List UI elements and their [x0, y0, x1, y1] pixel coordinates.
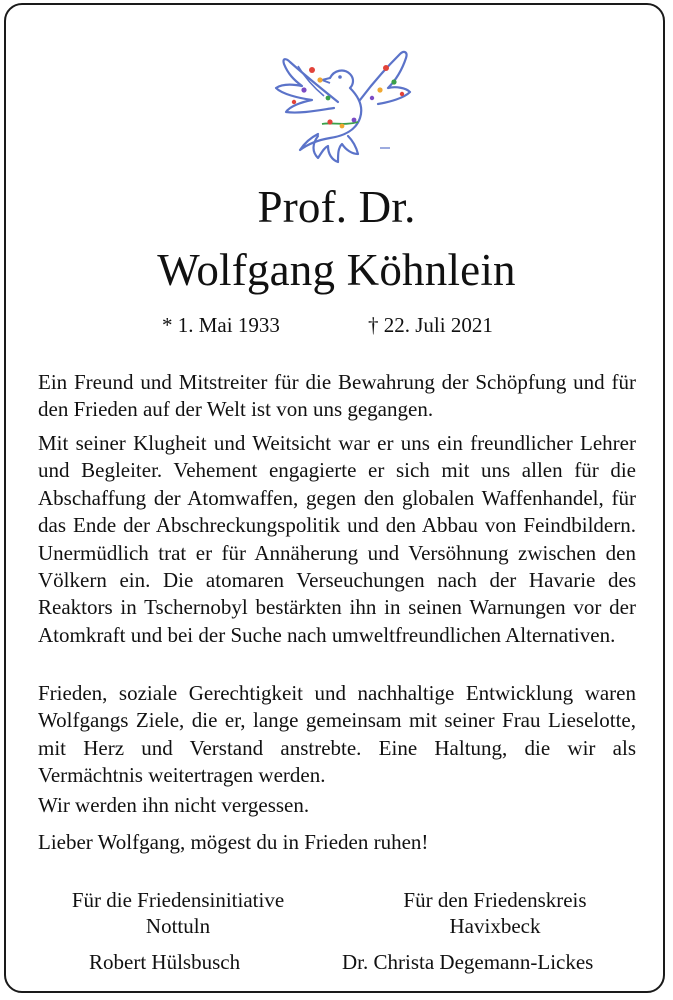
org-line: Für den Friedenskreis: [403, 888, 587, 912]
org-line: Für die Friedensinitiative: [71, 888, 285, 912]
org-place: Havixbeck: [449, 914, 541, 938]
birth-date: * 1. Mai 1933: [162, 313, 280, 337]
paragraph-legacy: Mit seiner Klugheit und Weitsicht war er uns ein freundlicher Lehrer und Begleiter. Vehement engagierte er sich mit uns allen für die Abschaffung der Atomwaffen, gegen den globalen Waffenhandel, für das Ende der Abschreckungspolitik und den Abbau von Feindbildern. Unermüdlich trat er für Annäherung und Versöhnung zwischen den Völkern ein. Die atomaren Verseuchungen nach der Havarie des Reaktors in Tschernobyl bestärkten ihn in seinen Warnungen vor der Atomkraft und bei der Suche nach umweltfreundlichen Alternativen.: [38, 431, 636, 647]
signatory-org-right: [345, 887, 645, 939]
paragraph-remember: Wir werden ihn nicht vergessen.: [38, 793, 310, 817]
signatory-name-right: Dr. Christa Degemann-Lickes: [342, 950, 594, 974]
title-name: Wolfgang Köhnlein: [157, 245, 516, 295]
signatory-name-left: Robert Hülsbusch: [89, 950, 241, 974]
death-date: † 22. Juli 2021: [368, 313, 493, 337]
signatory-org-left: [28, 887, 328, 939]
paragraph-goals: Frieden, soziale Gerechtigkeit und nachhaltige Entwicklung waren Wolfgangs Ziele, die er, lange gemeinsam mit seiner Frau Lieselotte, mit Herz und Verstand anstrebte. Eine Haltung, die wir als Vermächtnis weitertragen werden.: [38, 681, 636, 788]
peace-dove-icon: [268, 40, 418, 170]
title-honorific: Prof. Dr.: [257, 182, 416, 232]
paragraph-tribute: Ein Freund und Mitstreiter für die Bewahrung der Schöpfung und für den Frieden auf der Welt ist von uns gegangen.: [38, 370, 636, 422]
org-place: Nottuln: [145, 914, 211, 938]
paragraph-farewell: Lieber Wolfgang, mögest du in Frieden ruhen!: [38, 830, 429, 854]
